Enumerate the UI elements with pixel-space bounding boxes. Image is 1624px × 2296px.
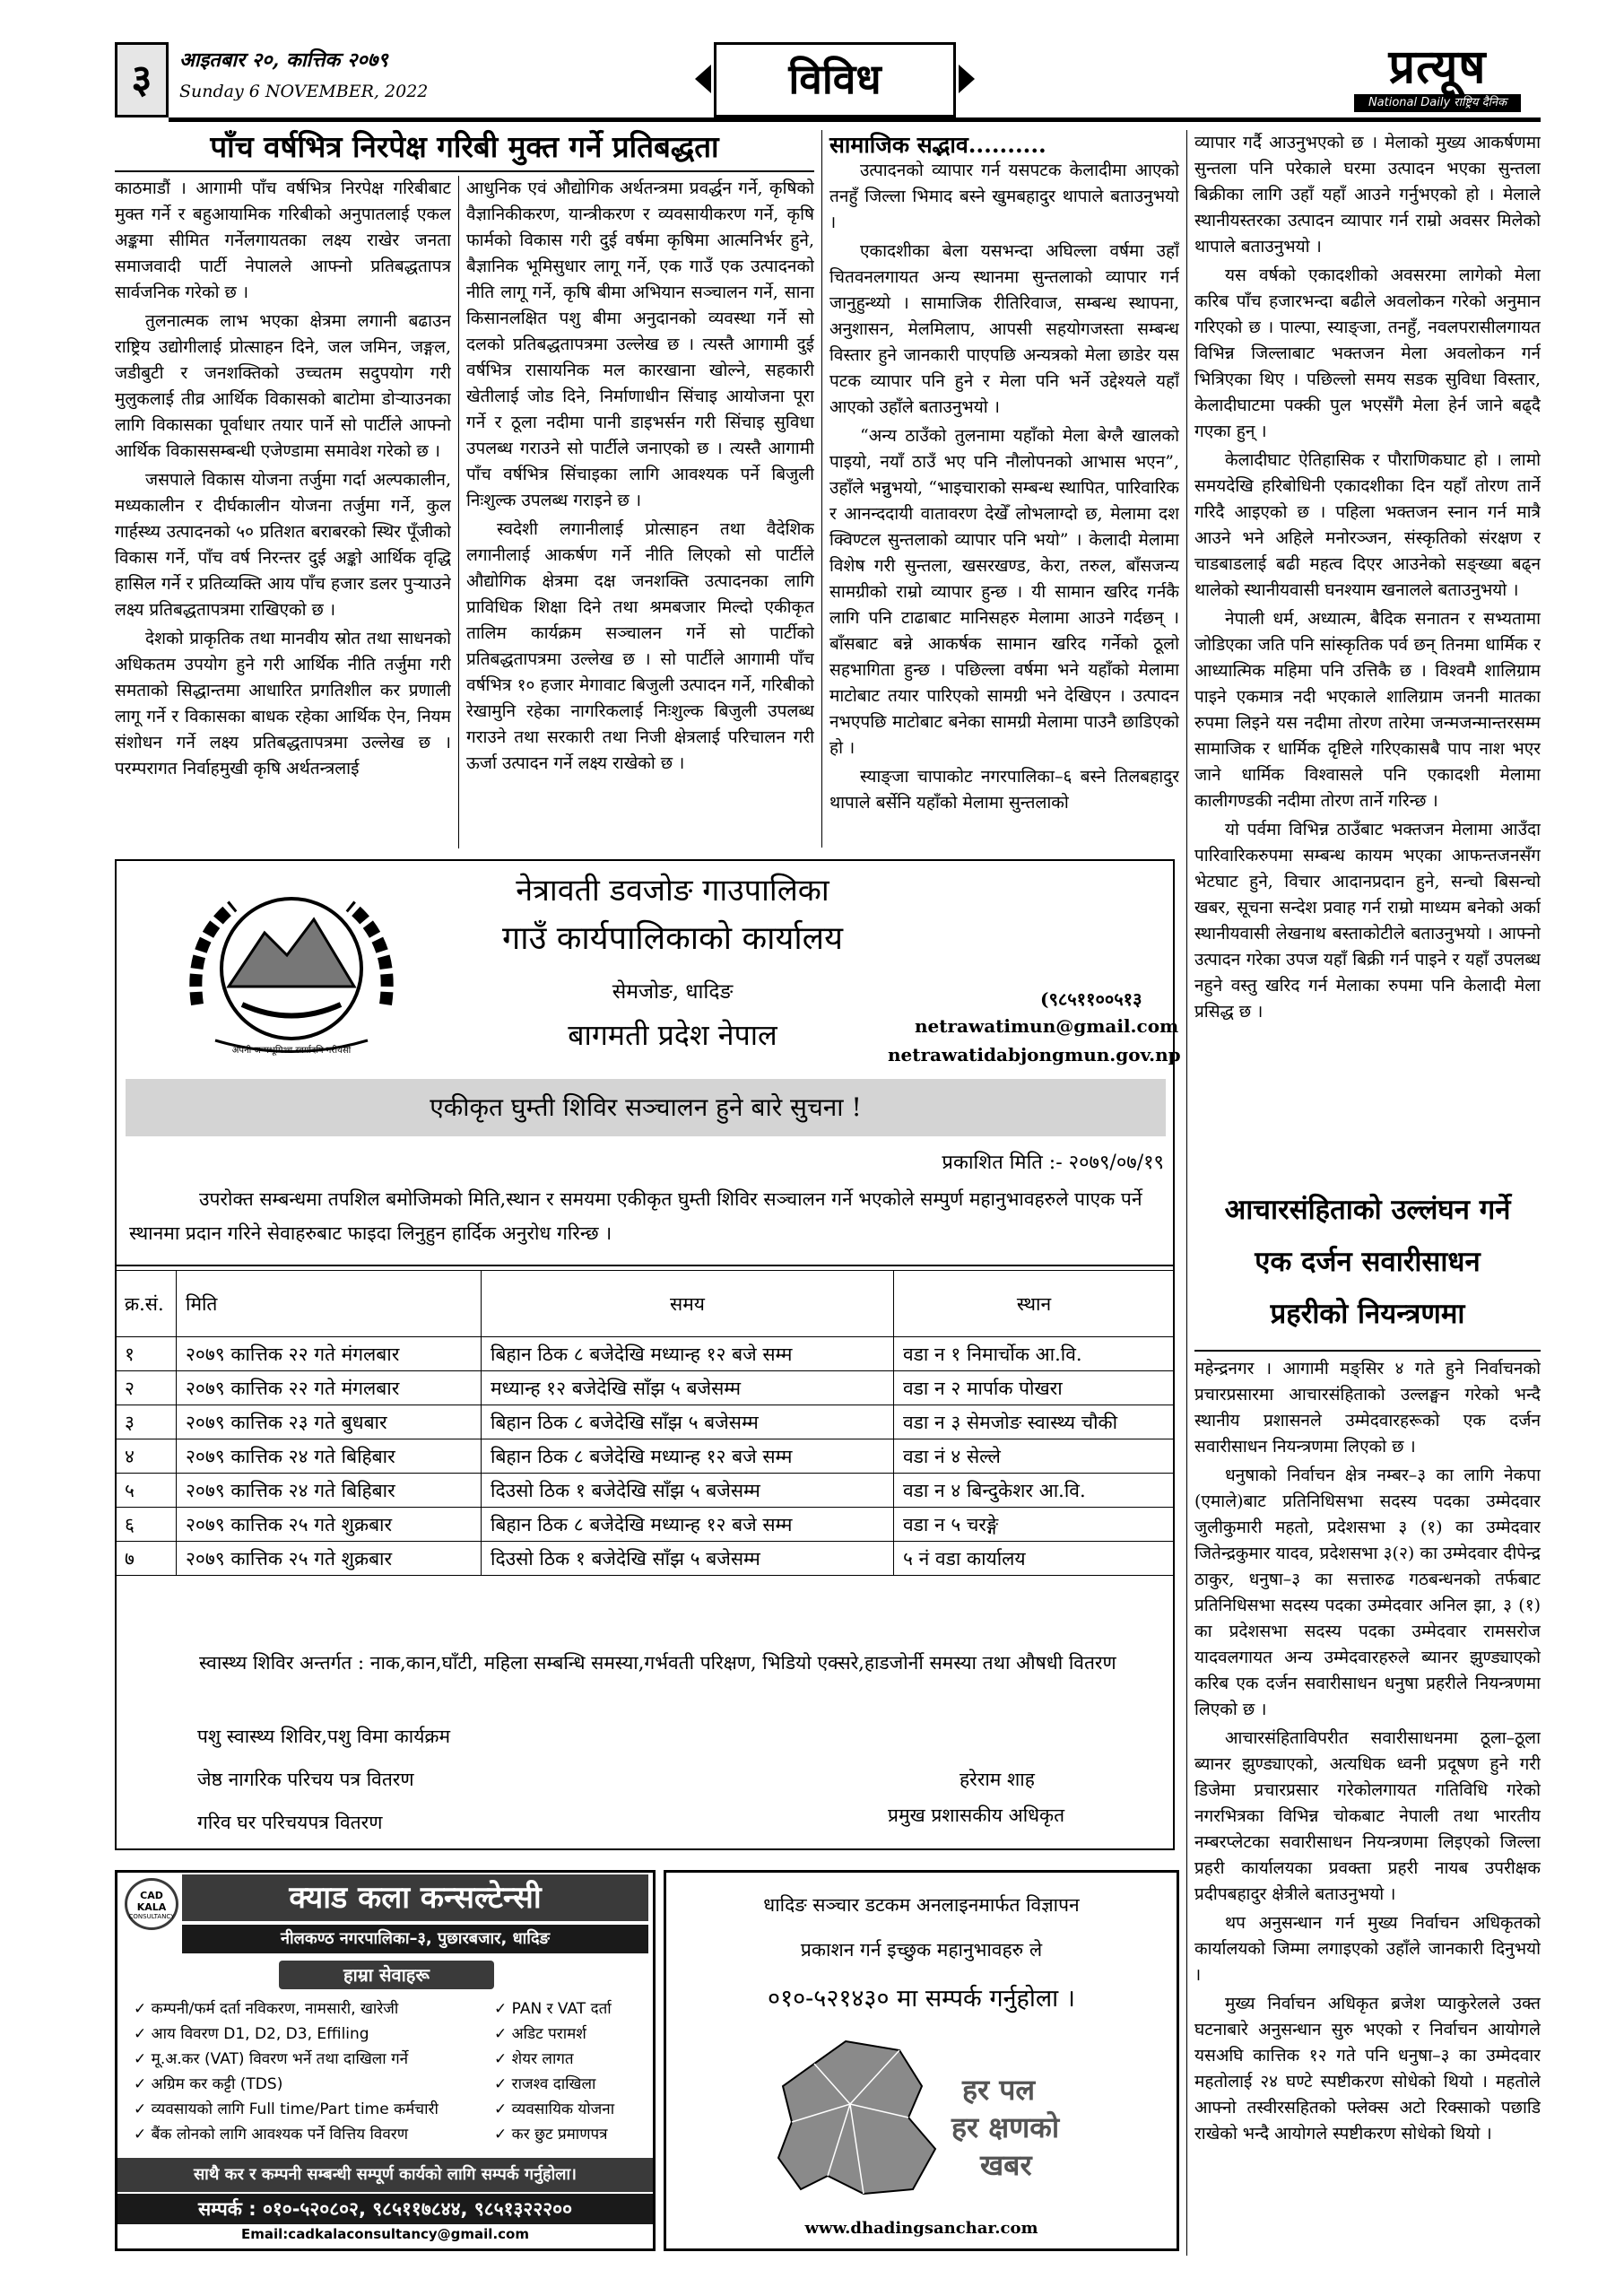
cadkala-contact: सम्पर्क : ०१०-५२०८०२, ९८५११७८४४, ९८५१३२२२०० [117,2194,653,2224]
extra-service: पशु स्वास्थ्य शिविर,पशु विमा कार्यक्रम [197,1726,451,1747]
service-item: ✓ आय विवरण D1, D2, D3, Effiling [134,2025,369,2043]
cadkala-logo-subtitle: CONSULTANCY [128,1913,175,1920]
column-divider [821,130,822,848]
cadkala-email: Email:cadkalaconsultancy@gmail.com [241,2226,529,2242]
header-date-english: Sunday 6 NOVEMBER, 2022 [179,82,429,101]
notice-email: netrawatimun@gmail.com [915,1015,1179,1037]
notice-published-date: प्रकाशित मिति :- २०७९/०७/१९ [942,1152,1164,1174]
services-right-list [494,1996,651,2147]
table-cell: २ [116,1371,177,1405]
column-divider [458,176,459,848]
ad2-slogan: खबर [980,2148,1032,2182]
table-cell: २०७९ कात्तिक २२ गते मंगलबार [177,1371,482,1405]
table-cell: ६ [116,1508,177,1542]
article2-column-3 [829,158,1179,848]
header-date-nepali: आइतबार २०, कात्तिक २०७९ [179,48,388,72]
service-label: मू.अ.कर (VAT) विवरण भर्ने तथा दाखिला गर्ने [151,2050,409,2068]
table-cell: २०७९ कात्तिक २४ गते बिहिबार [177,1474,482,1508]
article3-paragraph: आचारसंहिताविपरीत सवारीसाधनमा ठूला–ठूला ब्यानर झुण्ड्याएको, अत्यधिक ध्वनी प्रदूषण हुने गरी डिजेमा प्रचारप्रसार गरेकोलगायत गतिविधि गरेको नगरभित्रका विभिन्न चोकबाट नेपाली तथा भारतीय नम्बरप्लेटका सवारीसाधन नियन्त्रणमा लिइएको जिल्ला प्रहरी कार्यालयका प्रवक्ता प्रहरी नायब उपरीक्षक प्रदीपबहादुर क्षेत्रीले बताउनुभयो । [1194,1728,1541,1904]
article2-paragraph: “अन्य ठाउँको तुलनामा यहाँको मेला बेग्लै खालको पाइयो, नयाँ ठाउँ भए पनि नौलोपनको आभास भएन”, उहाँले भन्नुभयो, “भाइचाराको सम्बन्ध स्थापित, पारिवारिक र आनन्ददायी वातावरण देखेँ लोभलाग्दो छ, मेलामा दश क्विण्टल सुन्तलाको व्यापार पनि भयो” । केलादी मेलामा विशेष गरी सुन्तला, खसरखण्ड, केरा, तरुल, बाँसजन्य सामग्रीको राम्रो व्यापार हुन्छ । यी सामान खरिद गर्नकै लागि पनि टाढाबाट मानिसहरु मेलामा आउने गर्दछन् । बाँसबाट बन्ने आकर्षक सामान खरिद गर्नेको ठूलो सहभागिता हुन्छ । पछिल्ला वर्षमा भने यहाँको मेलामा माटोबाट तयार पारिएको सामग्री भने देखिएन । उत्पादन नभएपछि माटोबाट बनेका सामग्री मेलामा पाउनै छाडिएको हो । [829,426,1179,758]
column-divider [1186,130,1187,2256]
masthead-logo-subtitle: National Daily राष्ट्रिय दैनिक [1354,94,1521,112]
service-item: ✓ PAN र VAT दर्ता [494,2000,612,2018]
service-item: ✓ अडिट परामर्श [494,2025,586,2043]
service-label: अग्रिम कर कट्टी (TDS) [151,2075,283,2093]
article3-headline-line: आचारसंहिताको उल्लंघन गर्ने [1224,1194,1511,1226]
article3-headline-line: प्रहरीको नियन्त्रणमा [1270,1298,1465,1330]
table-cell: वडा नं ४ सेल्ले [894,1439,1175,1474]
table-cell: वडा न ४ बिन्दुकेशर आ.वि. [894,1474,1175,1508]
schedule-table-wrapper [115,1270,1175,1576]
ad2-url[interactable]: www.dhadingsanchar.com [804,2219,1038,2238]
cadkala-logo [125,1878,178,1930]
table-row [116,1439,1175,1474]
article1-column-1 [115,176,451,848]
article3-paragraph: महेन्द्रनगर । आगामी मङ्सिर ४ गते हुने निर्वाचनको प्रचारप्रसारमा आचारसंहिताको उल्लङ्घन गरेको भन्दै स्थानीय प्रशासनले उम्मेदवारहरूको एक दर्जन सवारीसाधन नियन्त्रणमा लिएको छ । [1194,1359,1541,1457]
office-location: सेमजोङ, धादिङ [612,980,734,1004]
service-label: व्यवसायिक योजना [511,2100,615,2118]
table-cell: बिहान ठिक ८ बजेदेखि मध्यान्ह १२ बजे सम्म [482,1439,894,1474]
table-header: मिति [177,1271,482,1337]
masthead-logo [1334,40,1541,117]
schedule-table [115,1270,1175,1576]
article3-paragraph: थप अनुसन्धान गर्न मुख्य निर्वाचन अधिकृतको कार्यालयको जिम्मा लगाइएको उहाँले जानकारी दिनुभयो । [1194,1913,1541,1985]
article2-paragraph: व्यापार गर्दै आउनुभएको छ । मेलाको मुख्य आकर्षणमा सुन्तला पनि परेकाले घरमा उत्पादन भएका सुन्तला बिक्रीका लागि उहाँ यहाँ आउने गर्नुभएको हो । मेलाले स्थानीयस्तरका उत्पादन व्यापार गर्न राम्रो अवसर मिलेको थापाले बताउनुभयो । [1194,133,1541,257]
article1-paragraph: काठमाडौं । आगामी पाँच वर्षभित्र निरपेक्ष गरिबीबाट मुक्त गर्ने र बहुआयामिक गरिबीको अनुपातलाई एकल अङ्कमा सीमित गर्नेलगायतका लक्ष्य राखेर जनता समाजवादी पार्टी नेपालले आफ्नो प्रतिबद्धतापत्र सार्वजनिक गरेको छ । [115,178,451,302]
article3-body [1194,1356,1541,2257]
table-header: क्र.सं. [116,1271,177,1337]
signer-title: प्रमुख प्रशासकीय अधिकृत [888,1805,1065,1826]
table-row [116,1474,1175,1508]
municipality-notice [115,859,1181,1850]
table-cell: ५ [116,1474,177,1508]
service-item: ✓ कर छुट प्रमाणपत्र [494,2126,608,2144]
cadkala-footer: साथै कर र कम्पनी सम्बन्धी सम्पूर्ण कार्यको लागि सम्पर्क गर्नुहोला। [117,2158,653,2192]
table-cell: मध्यान्ह १२ बजेदेखि साँझ ५ बजेसम्म [482,1371,894,1405]
service-label: राजश्व दाखिला [511,2075,596,2093]
service-label: कर छुट प्रमाणपत्र [511,2126,608,2144]
service-label: आय विवरण D1, D2, D3, Effiling [151,2025,369,2043]
cadkala-name: क्याड कला कन्सल्टेन्सी [182,1874,648,1921]
table-cell: वडा न ३ सेमजोङ स्वास्थ्य चौकी [894,1405,1175,1439]
article2-paragraph: स्याङ्जा चापाकोट नगरपालिका–६ बस्ने तिलबहादुर थापाले बर्सेनि यहाँको मेलामा सुन्तलाको [829,767,1179,813]
arrow-right-icon [959,65,975,93]
notice-divider [117,1265,1175,1266]
article2-headline: सामाजिक सद्भाव.......... [829,132,1046,158]
service-label: शेयर लागत [511,2050,574,2068]
service-label: कम्पनी/फर्म दर्ता नविकरण, नामसारी, खारेजी [151,2000,399,2018]
article2-paragraph: यो पर्वमा विभिन्न ठाउँबाट भक्तजन मेलामा आउँदा पारिवारिकरुपमा सम्बन्ध कायम भएका आफन्तजनसँग भेटघाट हुने, विचार आदानप्रदान हुने, सन्चो बिसन्चो खबर, सूचना सन्देश प्रवाह गर्न राम्रो माध्यम बनेको अर्का स्थानीयवासी लेखनाथ बस्ताकोटीले बताउनुभयो । आफ्नो उत्पादन गरेका उपज यहाँ बिक्री गर्न पाइने र यहाँ उपलब्ध नहुने वस्तु खरिद गर्न मेलाका रुपमा पनि केलादी मेला प्रसिद्ध छ । [1194,820,1541,1022]
article3-headline-rule [1194,1350,1541,1352]
article3-headline [1194,1184,1541,1340]
article1-paragraph: तुलनात्मक लाभ भएका क्षेत्रमा लगानी बढाउन राष्ट्रिय उद्योगीलाई प्रोत्साहन दिने, जल जमिन, जङ्गल, जडीबुटी र जनशक्तिको उच्चतम सदुपयोग गरी मुलुकलाई तीव्र आर्थिक विकासको बाटोमा डोऱ्याउनका लागि विकासका पूर्वाधार तयार पार्ने सो पार्टीले आफ्नो आर्थिक विकाससम्बन्धी एजेण्डामा समावेश गरेको छ । [115,311,451,461]
table-row [116,1371,1175,1405]
ad2-phone: ०१०-५२१४३० मा सम्पर्क गर्नुहोला । [768,1985,1075,2013]
article1-column-2 [466,176,814,848]
nepal-emblem-icon [179,870,404,1063]
table-cell: ५ नं वडा कार्यालय [894,1542,1175,1576]
notice-intro: उपरोक्त सम्बन्धमा तपशिल बमोजिमको मिति,स्थान र समयमा एकीकृत घुम्ती शिविर सञ्चालन गर्ने भएकोले सम्पुर्ण महानुभावहरुले पाएक पर्ने स्थानमा प्रदान गरिने सेवाहरुबाट फाइदा लिनुहुन हार्दिक अनुरोध गरिन्छ । [129,1188,1142,1244]
service-label: व्यवसायको लागि Full time/Part time कर्मचारी [151,2100,439,2118]
office-name: गाउँ कार्यपालिकाको कार्यालय [502,920,843,957]
services-left-list [134,1996,465,2147]
extra-service: गरिव घर परिचयपत्र वितरण [197,1812,383,1833]
article1-paragraph: स्वदेशी लगानीलाई प्रोत्साहन तथा वैदेशिक लगानीलाई आकर्षण गर्ने नीति लिएको सो पार्टीले औद्योगिक क्षेत्रमा दक्ष जनशक्ति उत्पादनका लागि प्राविधिक शिक्षा दिने तथा श्रमबजार मिल्दो एकीकृत तालिम कार्यक्रम सञ्चालन गर्ने सो पार्टीको प्रतिबद्धतापत्रमा उल्लेख छ । सो पार्टीले आगामी पाँच वर्षभित्र १० हजार मेगावाट बिजुली उत्पादन गर्ने, गरिबीको रेखामुनि रहेका नागरिकलाई निःशुल्क बिजुली उपलब्ध गराउने तथा सरकारी तथा निजी क्षेत्रलाई परिचालन गरी ऊर्जा उत्पादन गर्ने लक्ष्य राखेको छ । [466,519,814,773]
section-title-box [714,42,956,117]
table-row [116,1405,1175,1439]
table-cell: २०७९ कात्तिक २५ गते शुक्रबार [177,1508,482,1542]
article1-paragraph: आधुनिक एवं औद्योगिक अर्थतन्त्रमा प्रवर्द्धन गर्ने, कृषिको वैज्ञानिकीकरण, यान्त्रीकरण र व्यवसायीकरण गर्ने, कृषि फार्मको विकास गरी दुई वर्षमा कृषिमा आत्मनिर्भर हुने, बैज्ञानिक भूमिसुधार लागू गर्ने, एक गाउँ एक उत्पादनको नीति लागू गर्ने, कृषि बीमा अभियान सञ्चालन गर्ने, साना किसानलक्षित पशु बीमा अनुदानको व्यवस्था गर्ने सो दलको प्रतिबद्धतापत्रमा उल्लेख छ । त्यस्तै आगामी दुई वर्षभित्र रासायनिक मल कारखाना खोल्ने, सहकारी खेतीलाई जोड दिने, निर्माणाधीन सिंचाइ आयोजना पूरा गर्ने र ठूला नदीमा पानी डाइभर्सन गरी सिंचाइ सुविधा उपलब्ध गराउने सो पार्टीले जनाएको छ । त्यस्तै आगामी पाँच वर्षभित्र सिंचाइका लागि आवश्यक पर्ने बिजुली निःशुल्क उपलब्ध गराइने छ । [466,178,814,510]
cadkala-ad [115,1870,656,2251]
ad2-line: प्रकाशन गर्न इच्छुक महानुभावहरु ले [800,1939,1043,1961]
services-intro: स्वास्थ्य शिविर अन्तर्गत : नाक,कान,घाँटी, महिला सम्बन्धि समस्या,गर्भवती परिक्षण, भिडियो एक्सरे,हाडजोर्नी समस्या तथा औषधी वितरण [199,1652,1116,1674]
article1-paragraph: जसपाले विकास योजना तर्जुमा गर्दा अल्पकालीन, मध्यकालीन र दीर्घकालीन योजना तर्जुमा गर्ने, कुल गार्हस्थ्य उत्पादनको ५० प्रतिशत बराबरको स्थिर पूँजीको विकास गर्ने, पाँच वर्ष निरन्तर दुई अङ्को आर्थिक वृद्धि हासिल गर्ने र प्रतिव्यक्ति आय पाँच हजार डलर पुऱ्याउने लक्ष्य प्रतिबद्धतापत्रमा राखिएको छ । [115,470,451,620]
notice-title-bar [126,1079,1166,1136]
table-cell: वडा न १ निमार्चोक आ.वि. [894,1337,1175,1371]
table-header-row [116,1271,1175,1337]
service-item: ✓ व्यवसायिक योजना [494,2100,615,2118]
table-cell: बिहान ठिक ८ बजेदेखि मध्यान्ह १२ बजे सम्म [482,1508,894,1542]
table-cell: वडा न ५ चरङ्गे [894,1508,1175,1542]
article2-paragraph: एकादशीका बेला यसभन्दा अघिल्ला वर्षमा उहाँ चितवनलगायत अन्य स्थानमा सुन्तलाको व्यापार गर्न जानुहुन्थ्यो । सामाजिक रीतिरिवाज, सम्बन्ध स्थापना, अनुशासन, मेलमिलाप, आपसी सहयोगजस्ता सम्बन्ध विस्तार हुने जानकारी पाएपछि अन्यत्रको मेला छाडेर यस पटक व्यापार पनि हुने र मेला पनि भर्ने उद्देश्यले यहाँ आएको उहाँले बताउनुभयो । [829,241,1179,417]
notice-title: एकीकृत घुम्ती शिविर सञ्चालन हुने बारे सुचना ! [430,1092,862,1122]
municipality-name: नेत्रावती डवजोङ गाउपालिका [516,873,829,909]
table-cell: १ [116,1337,177,1371]
province-name: बागमती प्रदेश नेपाल [568,1018,777,1052]
table-cell: ७ [116,1542,177,1576]
service-item: ✓ कम्पनी/फर्म दर्ता नविकरण, नामसारी, खारेजी [134,2000,399,2018]
article3-headline-line: एक दर्जन सवारीसाधन [1255,1246,1481,1278]
table-cell: वडा न २ मार्पाक पोखरा [894,1371,1175,1405]
article1-headline: पाँच वर्षभित्र निरपेक्ष गरिबी मुक्त गर्ने प्रतिबद्धता [210,129,719,164]
masthead-logo-text: प्रत्यूष [1388,39,1487,94]
table-row [116,1542,1175,1576]
ad2-line: धादिङ सञ्चार डटकम अनलाइनमार्फत विज्ञापन [763,1894,1080,1916]
cadkala-logo-text: CAD KALA [136,1890,167,1913]
service-item: ✓ राजश्व दाखिला [494,2075,596,2093]
notice-phone: (९८५११००५१३ [1040,988,1142,1010]
table-cell: ३ [116,1405,177,1439]
article2-paragraph: उत्पादनको व्यापार गर्न यसपटक केलादीमा आएको तनहुँ जिल्ला भिमाद बस्ने खुमबहादुर थापाले बताउनुभयो । [829,161,1179,232]
service-item: ✓ व्यवसायको लागि Full time/Part time कर्मचारी [134,2100,439,2118]
table-cell: बिहान ठिक ८ बजेदेखि मध्यान्ह १२ बजे सम्म [482,1337,894,1371]
table-cell: दिउसो ठिक १ बजेदेखि साँझ ५ बजेसम्म [482,1542,894,1576]
service-label: बैंक लोनको लागि आवश्यक पर्ने वित्तिय विवरण [151,2126,409,2144]
table-header: समय [482,1271,894,1337]
article3-paragraph: धनुषाको निर्वाचन क्षेत्र नम्बर–३ का लागि नेकपा (एमाले)बाट प्रतिनिधिसभा सदस्य पदका उम्मेदवार जुलीकुमारी महतो, प्रदेशसभा ३ (१) का उम्मेदवार जितेन्द्रकुमार यादव, प्रदेशसभा ३(२) का उम्मेदवार दीपेन्द्र ठाकुर, धनुषा–३ का सत्तारुढ गठबन्धनको तर्फबाट प्रतिनिधिसभा सदस्य पदका उम्मेदवार अनिल झा, ३ (१) का प्रदेशसभा सदस्य पदका उम्मेदवार रामसरोज यादवलगायत अन्य उम्मेदवारहरुले ब्यानर झुण्ड्याएको करिब एक दर्जन सवारीसाधन धनुषा प्रहरीले नियन्त्रणमा लिएको छ । [1194,1465,1541,1719]
page-header [115,40,1541,130]
table-cell: बिहान ठिक ८ बजेदेखि साँझ ५ बजेसम्म [482,1405,894,1439]
table-cell: २०७९ कात्तिक २४ गते बिहिबार [177,1439,482,1474]
article2-paragraph: केलादीघाट ऐतिहासिक र पौराणिकघाट हो । लामो समयदेखि हरिबोधिनी एकादशीका दिन यहाँ तोरण तार्ने गरिदै आइएको छ । पहिला भक्तजन स्नान गर्न मात्रै आउने भने अहिले मनोरञ्जन, संस्कृतिको संरक्षण र चाडबाडलाई बढी महत्व दिएर आउनेको सङ्ख्या बढ्न थालेको स्थानीयवासी घनश्याम खनालले बताउनुभयो । [1194,450,1541,600]
header-rule [169,117,1541,122]
services-title: हाम्रा सेवाहरू [279,1961,494,1989]
article3-paragraph: मुख्य निर्वाचन अधिकृत ब्रजेश प्याकुरेलले उक्त घटनाबारे अनुसन्धान सुरु भएको र निर्वाचन आयोगले यसअघि कात्तिक १२ गते पनि धनुषा–३ का उम्मेदवार महतोलाई २४ घण्टे स्पष्टीकरण सोधेको थियो । महतोले आफ्नो तस्वीरसहितको फ्लेक्स अटो रिक्साको पछाडि राखेको भन्दै आयोगले स्पष्टीकरण सोधेको थियो । [1194,1994,1541,2144]
district-map-icon [765,2032,953,2203]
arrow-left-icon [695,65,711,93]
extra-service: जेष्ठ नागरिक परिचय पत्र वितरण [197,1769,414,1790]
service-label: PAN र VAT दर्ता [511,2000,612,2018]
signer-name: हरेराम शाह [960,1769,1035,1790]
article1-headline-rule [115,170,814,172]
service-item: ✓ मू.अ.कर (VAT) विवरण भर्ने तथा दाखिला गर्ने [134,2050,409,2068]
dhadingsanchar-ad [664,1870,1179,2251]
section-title: विविध [788,55,881,103]
ad2-slogan: हर क्षणको [951,2110,1060,2144]
table-row [116,1508,1175,1542]
table-cell: ४ [116,1439,177,1474]
table-cell: दिउसो ठिक १ बजेदेखि साँझ ५ बजेसम्म [482,1474,894,1508]
article2-paragraph: यस वर्षको एकादशीको अवसरमा लागेको मेला करिब पाँच हजारभन्दा बढीले अवलोकन गरेको अनुमान गरिएको छ । पाल्पा, स्याङ्जा, तनहुँ, नवलपरासीलगायत विभिन्न जिल्लाबाट भक्तजन मेला अवलोकन गर्न भित्रिएका थिए । पछिल्लो समय सडक सुविधा विस्तार, केलादीघाटमा पक्की पुल भएसँगै मेला हेर्न जाने बढ्दै गएका हुन् । [1194,265,1541,441]
cadkala-address: नीलकण्ठ नगरपालिका–३, पुछारबजार, धादिङ [182,1925,648,1953]
article1-paragraph: देशको प्राकृतिक तथा मानवीय स्रोत तथा साधनको अधिकतम उपयोग हुने गरी आर्थिक नीति तर्जुमा गरी समताको सिद्धान्तमा आधारित प्रगतिशील कर प्रणाली लागू गर्ने र विकासका बाधक रहेका आर्थिक ऐन, नियम संशोधन गर्ने लक्ष्य प्रतिबद्धतापत्रमा उल्लेख छ । परम्परागत निर्वाहमुखी कृषि अर्थतन्त्रलाई [115,629,451,778]
table-cell: २०७९ कात्तिक २५ गते शुक्रबार [177,1542,482,1576]
ad2-slogan: हर पल [962,2073,1036,2107]
article2-paragraph: नेपाली धर्म, अध्यात्म, बैदिक सनातन र सभ्यतामा जोडिएका जति पनि सांस्कृतिक पर्व छन् तिनमा धार्मिक र आध्यात्मिक महिमा पनि उत्तिकै छ । विश्वमै शालिग्राम पाइने एकमात्र नदी भएकाले शालिग्राम जननी मातका रुपमा लिइने यस नदीमा तोरण तारेमा जन्मजन्मान्तरसम्म सामाजिक र धार्मिक दृष्टिले गरिएकासबै पाप नाश भएर जाने धार्मिक विश्वासले पनि एकादशी मेलामा कालीगण्डकी नदीमा तोरण तार्ने गरिन्छ । [1194,609,1541,811]
table-row [116,1337,1175,1371]
article2-column-4 [1194,130,1541,1175]
page-number: ३ [115,42,169,117]
service-label: अडिट परामर्श [511,2025,586,2043]
table-cell: २०७९ कात्तिक २२ गते मंगलबार [177,1337,482,1371]
service-item: ✓ बैंक लोनको लागि आवश्यक पर्ने वित्तिय विवरण [134,2126,409,2144]
notice-website: netrawatidabjongmun.gov.np [888,1044,1181,1065]
emblem-motto: अपनी जन्मभूमिश्च स्वर्गादपि गरीयसी [231,1046,352,1056]
service-item: ✓ शेयर लागत [494,2050,574,2068]
table-cell: २०७९ कात्तिक २३ गते बुधबार [177,1405,482,1439]
table-header: स्थान [894,1271,1175,1337]
service-item: ✓ अग्रिम कर कट्टी (TDS) [134,2075,283,2093]
